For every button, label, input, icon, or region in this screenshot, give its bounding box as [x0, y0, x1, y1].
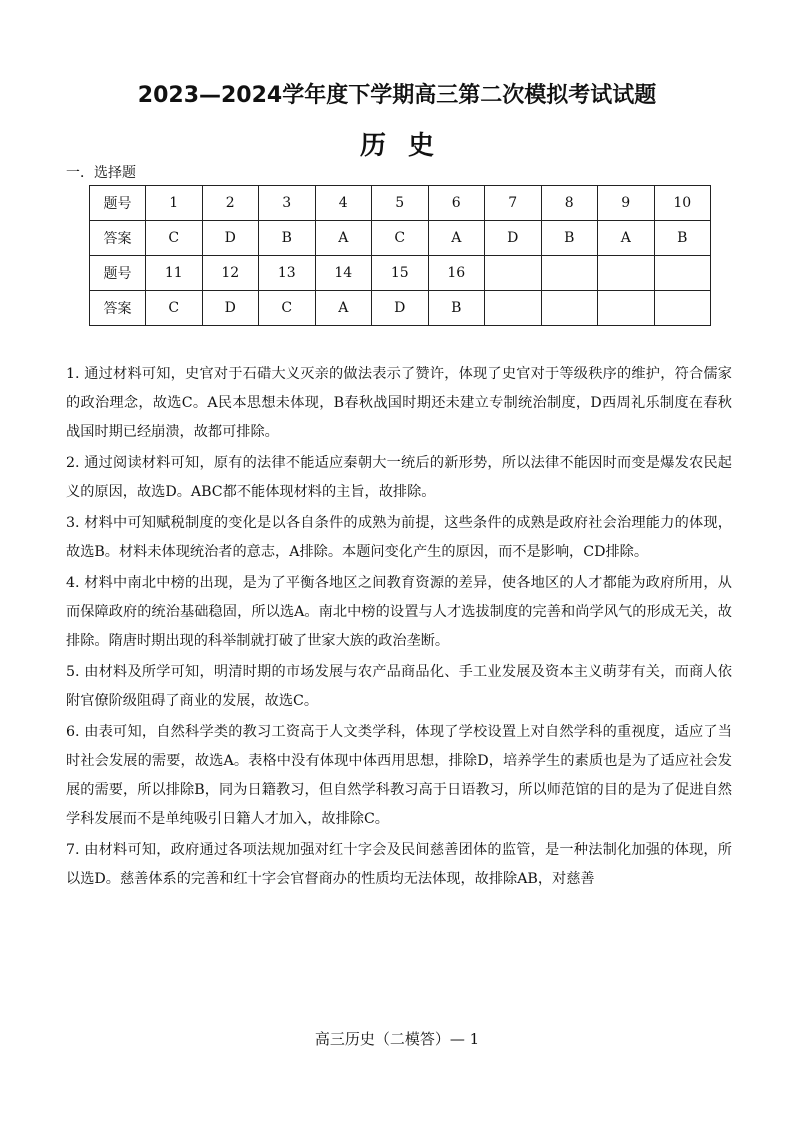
- answer-cell: C: [146, 291, 203, 326]
- page-footer: 高三历史（二模答）— 1: [314, 1030, 480, 1048]
- question-number: 12: [202, 256, 259, 291]
- answer-cell: C: [372, 221, 429, 256]
- question-number: 8: [541, 186, 598, 221]
- answer-cell: A: [598, 221, 655, 256]
- answer-cell: [485, 291, 542, 326]
- answer-cell: B: [541, 221, 598, 256]
- question-number: 13: [259, 256, 316, 291]
- subject-title: 历史: [359, 131, 456, 161]
- answer-cell: D: [372, 291, 429, 326]
- question-number: 14: [315, 256, 372, 291]
- question-number: 7: [485, 186, 542, 221]
- answer-cell: D: [485, 221, 542, 256]
- answer-table: [89, 185, 711, 326]
- table-row: [90, 291, 711, 326]
- table-row: [90, 256, 711, 291]
- answer-cell: B: [259, 221, 316, 256]
- question-number: [485, 256, 542, 291]
- answer-cell: D: [202, 291, 259, 326]
- answer-cell: B: [428, 291, 485, 326]
- table-row: [90, 186, 711, 221]
- answer-cell: [654, 291, 711, 326]
- question-number: 16: [428, 256, 485, 291]
- table-row: [90, 221, 711, 256]
- question-number: [541, 256, 598, 291]
- section-heading: 一．选择题: [66, 165, 136, 181]
- question-number: [654, 256, 711, 291]
- row-label-number: 题号: [90, 256, 146, 291]
- answer-cell: [541, 291, 598, 326]
- answer-cell: A: [315, 221, 372, 256]
- answer-cell: [598, 291, 655, 326]
- question-number: 1: [146, 186, 203, 221]
- answer-cell: D: [202, 221, 259, 256]
- row-label-number: 题号: [90, 186, 146, 221]
- answer-cell: B: [654, 221, 711, 256]
- answer-cell: C: [259, 291, 316, 326]
- question-number: 3: [259, 186, 316, 221]
- explanation-7: 7. 由材料可知，政府通过各项法规加强对红十字会及民间慈善团体的监管，是一种法制化加强的体现，所以选D。慈善体系的完善和红十字会官督商办的性质均无法体现，故排除AB，对慈善: [66, 842, 732, 887]
- explanation-2: 2. 通过阅读材料可知，原有的法律不能适应秦朝大一统后的新形势，所以法律不能因时而变是爆发农民起义的原因，故选D。ABC都不能体现材料的主旨，故排除。: [66, 455, 732, 500]
- question-number: 5: [372, 186, 429, 221]
- answer-cell: A: [315, 291, 372, 326]
- explanation-4: 4. 材料中南北中榜的出现，是为了平衡各地区之间教育资源的差异，使各地区的人才都能为政府所用，从而保障政府的统治基础稳固，所以选A。南北中榜的设置与人才选拔制度的完善和尚学风气的形成无关，故排除。隋唐时期出现的科举制就打破了世家大族的政治垄断。: [66, 575, 732, 649]
- row-label-answer: 答案: [90, 221, 146, 256]
- question-number: 9: [598, 186, 655, 221]
- question-number: 10: [654, 186, 711, 221]
- answer-cell: A: [428, 221, 485, 256]
- question-number: [598, 256, 655, 291]
- question-number: 6: [428, 186, 485, 221]
- answer-cell: C: [146, 221, 203, 256]
- exam-title: 2023—2024学年度下学期高三第二次模拟考试试题: [137, 83, 657, 108]
- row-label-answer: 答案: [90, 291, 146, 326]
- explanation-5: 5. 由材料及所学可知，明清时期的市场发展与农产品商品化、手工业发展及资本主义萌芽有关，而商人依附官僚阶级阻碍了商业的发展，故选C。: [66, 664, 732, 709]
- question-number: 11: [146, 256, 203, 291]
- explanation-3: 3. 材料中可知赋税制度的变化是以各自条件的成熟为前提，这些条件的成熟是政府社会治理能力的体现，故选B。材料未体现统治者的意志，A排除。本题问变化产生的原因，而不是影响，CD排除。: [66, 515, 732, 560]
- explanations: [66, 360, 732, 896]
- explanation-6: 6. 由表可知，自然科学类的教习工资高于人文类学科，体现了学校设置上对自然学科的重视度，适应了当时社会发展的需要，故选A。表格中没有体现中体西用思想，排除D，培养学生的素质也是为了适应社会发展的需要，所以排除B，同为日籍教习，但自然学科教习高于日语教习，所以师范馆的目的是为了促进自然学科发展而不是单纯吸引日籍人才加入，故排除C。: [66, 724, 732, 827]
- question-number: 15: [372, 256, 429, 291]
- question-number: 4: [315, 186, 372, 221]
- question-number: 2: [202, 186, 259, 221]
- explanation-1: 1. 通过材料可知，史官对于石碏大义灭亲的做法表示了赞许，体现了史官对于等级秩序的维护，符合儒家的政治理念，故选C。A民本思想未体现，B春秋战国时期还未建立专制统治制度，D西周礼乐制度在春秋战国时期已经崩溃，故都可排除。: [66, 366, 732, 440]
